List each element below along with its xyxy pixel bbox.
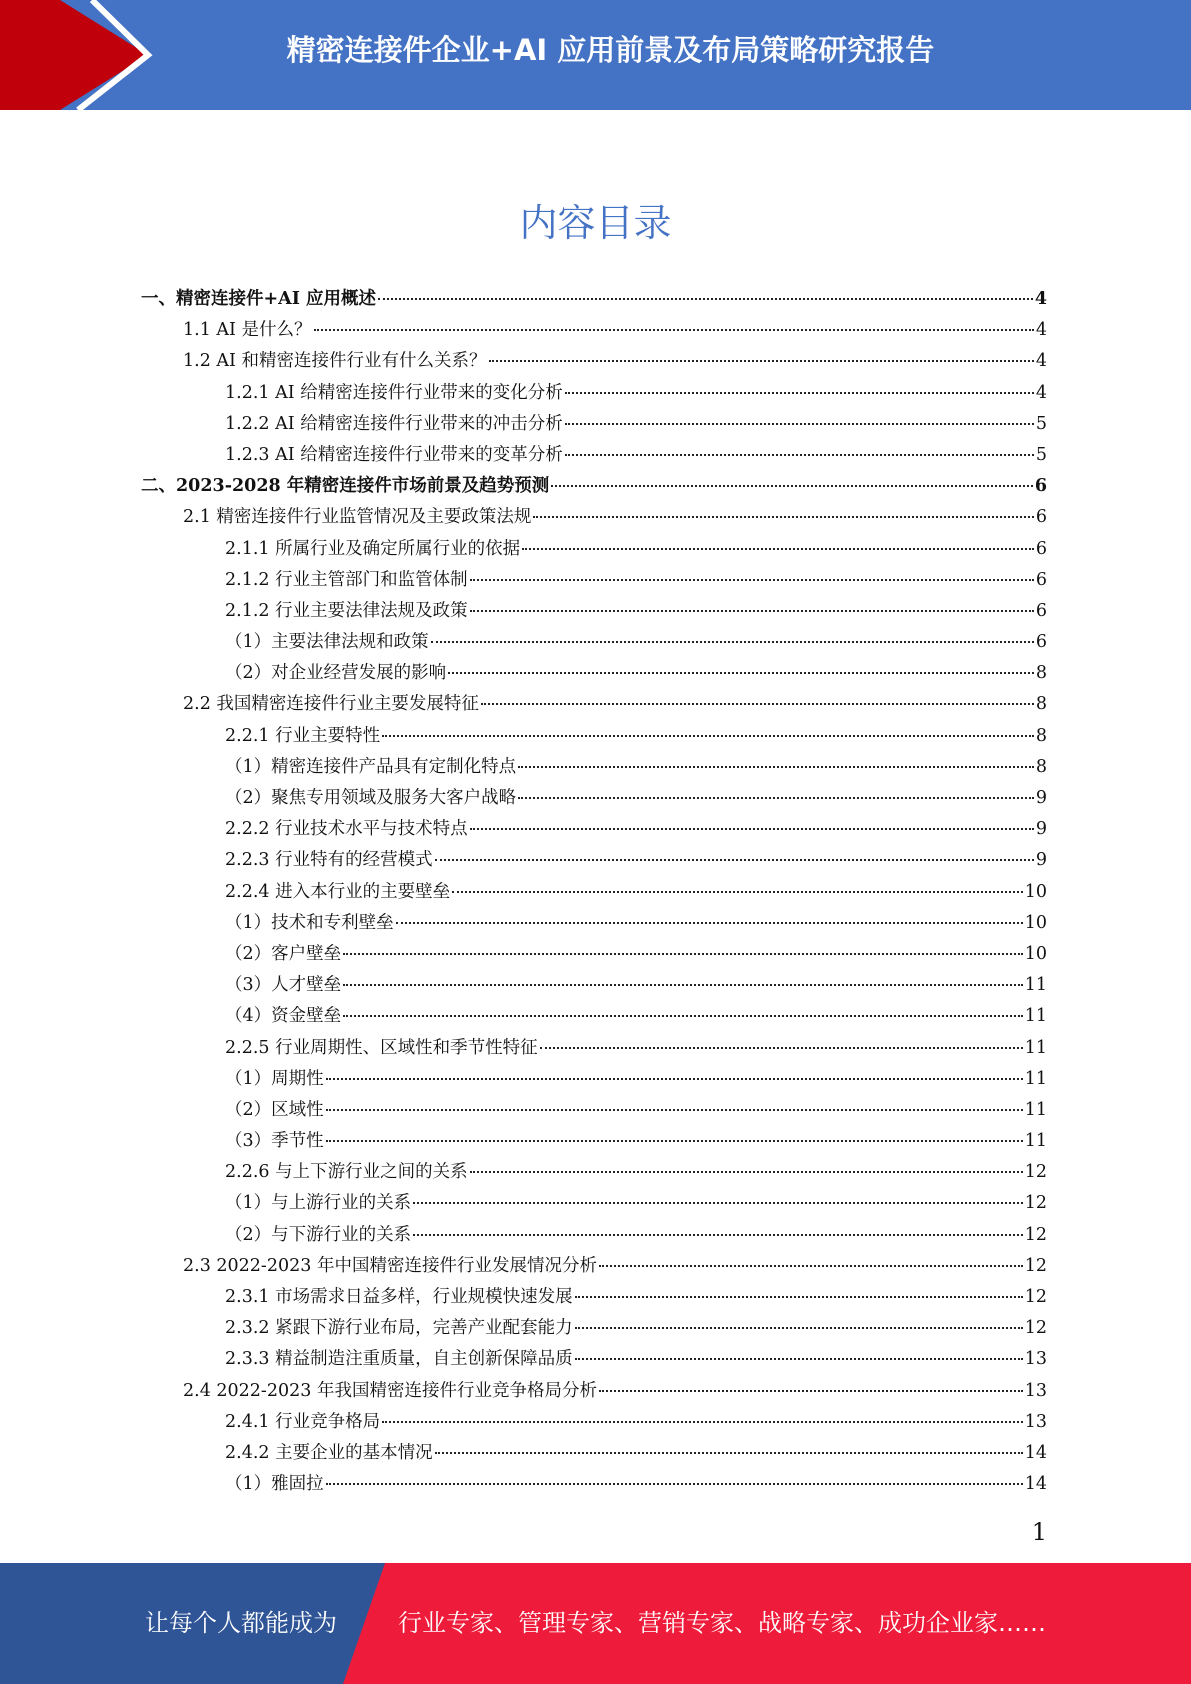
toc-leader-dots — [435, 1452, 1023, 1454]
toc-leader-dots — [314, 329, 1034, 331]
toc-entry-page: 11 — [1024, 1068, 1047, 1089]
toc-entry-page: 4 — [1035, 351, 1047, 372]
toc-leader-dots — [599, 1390, 1023, 1392]
toc-entry[interactable] — [141, 1408, 1047, 1439]
toc-entry[interactable] — [141, 1252, 1047, 1283]
toc-leader-dots — [343, 984, 1023, 986]
toc-leader-dots — [518, 766, 1034, 768]
toc-entry-page: 11 — [1024, 1131, 1047, 1152]
toc-entry[interactable] — [141, 347, 1047, 378]
toc-entry-page: 8 — [1035, 663, 1047, 684]
toc-leader-dots — [448, 672, 1034, 674]
toc-entry-title: 1.2.2 AI 给精密连接件行业带来的冲击分析 — [225, 413, 563, 434]
toc-leader-dots — [575, 1296, 1023, 1298]
toc-entry-title: 2.2.5 行业周期性、区域性和季节性特征 — [225, 1037, 538, 1058]
toc-entry[interactable] — [141, 566, 1047, 597]
toc-entry-title: （2）区域性 — [225, 1099, 324, 1120]
toc-leader-dots — [599, 1265, 1023, 1267]
toc-entry-title: 2.2.2 行业技术水平与技术特点 — [225, 819, 468, 840]
toc-leader-dots — [533, 516, 1033, 518]
toc-entry-page: 10 — [1024, 881, 1047, 902]
toc-leader-dots — [326, 1483, 1023, 1485]
toc-entry-title: 2.3.1 市场需求日益多样，行业规模快速发展 — [225, 1287, 573, 1307]
toc-leader-dots — [435, 859, 1034, 861]
toc-entry-title: 二、2023-2028 年精密连接件市场前景及趋势预测 — [141, 476, 550, 497]
report-header-bar — [0, 0, 1191, 110]
toc-entry[interactable] — [141, 379, 1047, 410]
toc-leader-dots — [326, 1078, 1023, 1080]
toc-leader-dots — [343, 953, 1023, 955]
toc-leader-dots — [452, 891, 1023, 893]
toc-entry-title: 2.3 2022-2023 年中国精密连接件行业发展情况分析 — [183, 1255, 597, 1276]
toc-entry[interactable] — [141, 285, 1047, 316]
toc-entry-title: 1.2.3 AI 给精密连接件行业带来的变革分析 — [225, 444, 563, 465]
toc-entry-title: （1）精密连接件产品具有定制化特点 — [225, 756, 517, 777]
toc-entry-title: （3）季节性 — [225, 1131, 324, 1152]
toc-leader-dots — [413, 1202, 1023, 1204]
toc-entry-title: （1）与上游行业的关系 — [225, 1193, 412, 1214]
toc-leader-dots — [565, 454, 1034, 456]
toc-entry-title: 一、精密连接件+AI 应用概述 — [141, 289, 377, 309]
toc-entry[interactable] — [141, 535, 1047, 566]
toc-entry-page: 14 — [1024, 1442, 1047, 1463]
toc-entry-page: 11 — [1024, 1006, 1047, 1027]
toc-entry[interactable] — [141, 784, 1047, 815]
toc-entry[interactable] — [141, 1189, 1047, 1220]
toc-leader-dots — [565, 392, 1034, 394]
toc-entry-page: 4 — [1034, 289, 1047, 309]
toc-entry[interactable] — [141, 1283, 1047, 1314]
toc-leader-dots — [540, 1047, 1023, 1049]
footer-slogan-right: 行业专家、管理专家、营销专家、战略专家、成功企业家…… — [398, 1609, 1046, 1637]
toc-entry-page: 6 — [1035, 632, 1047, 653]
toc-leader-dots — [378, 298, 1033, 300]
toc-entry-title: 2.4.2 主要企业的基本情况 — [225, 1442, 433, 1463]
toc-entry-page: 13 — [1024, 1411, 1047, 1432]
toc-entry[interactable] — [141, 1002, 1047, 1033]
toc-entry-page: 10 — [1024, 912, 1047, 933]
toc-entry-page: 5 — [1035, 444, 1047, 465]
toc-entry[interactable] — [141, 1127, 1047, 1158]
toc-entry[interactable] — [141, 597, 1047, 628]
toc-entry-title: 2.2.4 进入本行业的主要壁垒 — [225, 881, 451, 902]
toc-leader-dots — [326, 1140, 1023, 1142]
toc-entry-page: 13 — [1024, 1380, 1047, 1401]
toc-entry-page: 9 — [1035, 788, 1047, 808]
toc-entry-title: 1.2.1 AI 给精密连接件行业带来的变化分析 — [225, 382, 563, 403]
toc-entry[interactable] — [141, 1065, 1047, 1096]
toc-leader-dots — [413, 1234, 1023, 1236]
toc-entry[interactable] — [141, 722, 1047, 753]
toc-leader-dots — [565, 423, 1034, 425]
toc-leader-dots — [522, 548, 1034, 550]
toc-entry-page: 13 — [1024, 1349, 1047, 1370]
toc-entry[interactable] — [141, 659, 1047, 690]
toc-entry[interactable] — [141, 690, 1047, 721]
toc-entry[interactable] — [141, 1314, 1047, 1345]
toc-entry-title: （2）对企业经营发展的影响 — [225, 663, 447, 684]
toc-entry-title: 2.2.6 与上下游行业之间的关系 — [225, 1162, 468, 1183]
toc-entry[interactable] — [141, 1096, 1047, 1127]
toc-entry-page: 8 — [1035, 756, 1047, 777]
toc-entry-title: 2.3.3 精益制造注重质量，自主创新保障品质 — [225, 1349, 573, 1370]
toc-leader-dots — [470, 610, 1034, 612]
toc-entry-title: （1）周期性 — [225, 1068, 324, 1089]
toc-heading: 内容目录 — [519, 201, 672, 245]
toc-entry[interactable] — [141, 1034, 1047, 1065]
toc-entry-page: 12 — [1024, 1193, 1047, 1214]
toc-entry-page: 14 — [1024, 1474, 1047, 1495]
toc-leader-dots — [575, 1358, 1023, 1360]
toc-entry-page: 12 — [1024, 1224, 1047, 1245]
toc-entry[interactable] — [141, 1439, 1047, 1470]
toc-entry-title: （2）与下游行业的关系 — [225, 1224, 412, 1245]
footer-slogan-left: 让每个人都能成为 — [145, 1609, 337, 1637]
toc-entry[interactable] — [141, 1221, 1047, 1252]
toc-entry-page: 6 — [1035, 538, 1047, 559]
toc-leader-dots — [326, 1109, 1023, 1111]
report-title: 精密连接件企业+AI 应用前景及布局策略研究报告 — [286, 33, 935, 67]
toc-leader-dots — [343, 1015, 1023, 1017]
toc-entry-title: 1.1 AI 是什么？ — [183, 320, 312, 341]
toc-entry-title: （1）主要法律法规和政策 — [225, 632, 429, 653]
toc-entry[interactable] — [141, 441, 1047, 472]
toc-entry[interactable] — [141, 316, 1047, 347]
toc-entry[interactable] — [141, 410, 1047, 441]
footer-bar — [0, 1563, 1191, 1684]
toc-entry[interactable] — [141, 628, 1047, 659]
toc-entry-page: 12 — [1024, 1162, 1047, 1183]
toc-entry-title: 2.2.1 行业主要特性 — [225, 725, 381, 746]
toc-entry-page: 4 — [1035, 320, 1047, 341]
toc-entry-title: 2.4.1 行业竞争格局 — [225, 1411, 381, 1432]
toc-entry-page: 11 — [1024, 1099, 1047, 1120]
toc-entry-title: （1）雅固拉 — [225, 1474, 324, 1495]
toc-entry-title: 2.4 2022-2023 年我国精密连接件行业竞争格局分析 — [183, 1380, 597, 1401]
toc-entry-page: 12 — [1024, 1287, 1047, 1307]
toc-leader-dots — [431, 641, 1034, 643]
toc-entry[interactable] — [141, 846, 1047, 877]
toc-leader-dots — [470, 828, 1034, 830]
toc-entry-title: （1）技术和专利壁垒 — [225, 912, 394, 933]
toc-entry[interactable] — [141, 503, 1047, 534]
toc-entry-page: 9 — [1035, 819, 1047, 840]
toc-entry[interactable] — [141, 971, 1047, 1002]
toc-entry-page: 12 — [1024, 1318, 1047, 1339]
toc-entry-page: 9 — [1035, 850, 1047, 871]
toc-entry[interactable] — [141, 815, 1047, 846]
toc-leader-dots — [470, 1171, 1023, 1173]
toc-entry[interactable] — [141, 878, 1047, 909]
toc-entry[interactable] — [141, 1470, 1047, 1501]
toc-entry[interactable] — [141, 1345, 1047, 1376]
toc-entry-title: （3）人才壁垒 — [225, 975, 342, 996]
toc-entry-page: 6 — [1034, 476, 1047, 497]
toc-entry-page: 10 — [1024, 943, 1047, 964]
toc-entry-title: 2.1.2 行业主管部门和监管体制 — [225, 569, 468, 590]
toc-entry-page: 11 — [1024, 1037, 1047, 1058]
toc-leader-dots — [575, 1327, 1023, 1329]
toc-entry-title: （2）聚焦专用领域及服务大客户战略 — [225, 788, 517, 808]
toc-entry-page: 6 — [1035, 569, 1047, 590]
toc-entry-title: （4）资金壁垒 — [225, 1006, 342, 1027]
page-number: 1 — [1031, 1518, 1047, 1546]
toc-leader-dots — [396, 922, 1023, 924]
toc-entry-title: 2.2.3 行业特有的经营模式 — [225, 850, 433, 871]
toc-entry-page: 4 — [1035, 382, 1047, 403]
toc-leader-dots — [518, 797, 1034, 799]
toc-entry[interactable] — [141, 1158, 1047, 1189]
toc-entry[interactable] — [141, 472, 1047, 503]
toc-entry-title: 2.2 我国精密连接件行业主要发展特征 — [183, 694, 479, 715]
table-of-contents — [141, 285, 1047, 1501]
toc-entry-title: （2）客户壁垒 — [225, 943, 342, 964]
toc-entry-title: 2.3.2 紧跟下游行业布局，完善产业配套能力 — [225, 1318, 573, 1339]
toc-leader-dots — [489, 360, 1034, 362]
toc-entry[interactable] — [141, 753, 1047, 784]
toc-entry-page: 12 — [1024, 1255, 1047, 1276]
toc-entry-page: 11 — [1024, 975, 1047, 996]
toc-entry-page: 6 — [1035, 507, 1047, 528]
toc-leader-dots — [382, 1421, 1023, 1423]
toc-entry-title: 2.1 精密连接件行业监管情况及主要政策法规 — [183, 507, 532, 528]
toc-leader-dots — [551, 485, 1033, 487]
toc-entry-page: 8 — [1035, 694, 1047, 715]
toc-entry-title: 2.1.2 行业主要法律法规及政策 — [225, 600, 468, 621]
toc-entry-title: 1.2 AI 和精密连接件行业有什么关系？ — [183, 351, 487, 372]
toc-leader-dots — [481, 703, 1034, 705]
toc-entry-page: 5 — [1035, 413, 1047, 434]
toc-leader-dots — [470, 579, 1034, 581]
toc-leader-dots — [382, 735, 1034, 737]
toc-entry-page: 6 — [1035, 600, 1047, 621]
toc-entry[interactable] — [141, 940, 1047, 971]
toc-entry-title: 2.1.1 所属行业及确定所属行业的依据 — [225, 538, 521, 559]
toc-entry-page: 8 — [1035, 725, 1047, 746]
toc-entry[interactable] — [141, 1377, 1047, 1408]
toc-entry[interactable] — [141, 909, 1047, 940]
